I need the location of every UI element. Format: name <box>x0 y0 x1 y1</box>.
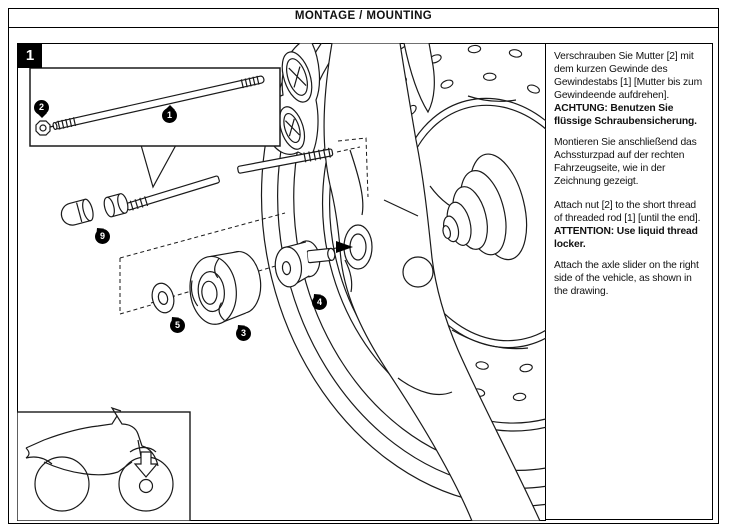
instruction-en-warning: ATTENTION: Use liquid thread locker. <box>554 225 698 250</box>
instruction-de-warning: ACHTUNG: Benutzen Sie flüssige Schraubensicherung. <box>554 102 697 127</box>
page-title: MONTAGE / MOUNTING <box>294 10 433 22</box>
fork-leg <box>324 43 540 521</box>
part-label-rod: 1 <box>162 108 177 123</box>
wheel-hub <box>427 148 536 273</box>
axle-point <box>140 480 153 493</box>
cap-nut <box>59 198 95 227</box>
motorcycle-thumbnail <box>17 408 190 521</box>
exploded-diagram <box>17 43 546 521</box>
instruction-panel <box>545 43 713 520</box>
fork-boss-cutout <box>403 257 433 287</box>
slider-puck <box>187 250 265 327</box>
step-number: 1 <box>18 44 42 68</box>
part-label-spacer: 4 <box>312 295 327 310</box>
part-label-cap-nut: 9 <box>95 229 110 244</box>
part-label-slider: 3 <box>236 326 251 341</box>
instruction-en-step: Attach nut [2] to the short thread of threaded rod [1] [until the end]. <box>554 199 701 224</box>
instruction-de-mount: Montieren Sie anschließend das Achssturzpad auf der rechten Fahrzeugseite, wie in der Zeichnung gezeigt. <box>554 136 697 187</box>
header-divider <box>8 27 719 28</box>
flange-nut <box>102 193 129 218</box>
part-label-nut: 2 <box>34 100 49 115</box>
instruction-de-step: Verschrauben Sie Mutter [2] mit dem kurzen Gewinde des Gewindestabs [1] [Mutter bis zum Gewindeende aufdrehen]. <box>554 51 702 101</box>
part-label-washer: 5 <box>170 318 185 333</box>
instruction-en-mount: Attach the axle slider on the right side of the vehicle, as shown in the drawing. <box>554 259 699 297</box>
